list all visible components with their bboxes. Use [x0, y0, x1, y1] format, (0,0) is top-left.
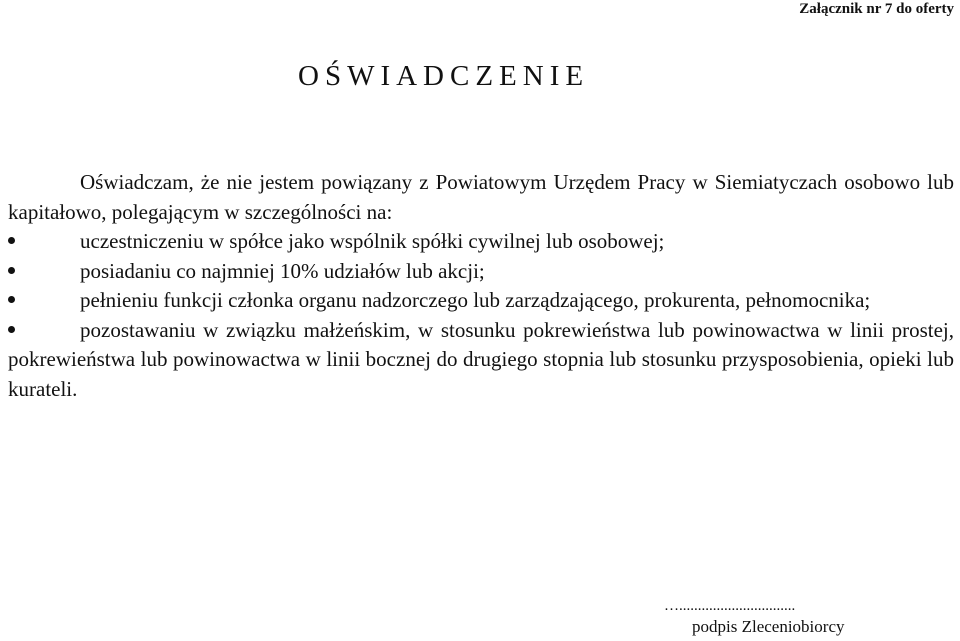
bullet-icon — [8, 316, 80, 346]
annex-label: Załącznik nr 7 do oferty — [799, 1, 954, 17]
bullet-icon — [8, 286, 80, 316]
signature-label: podpis Zleceniobiorcy — [692, 617, 845, 636]
document-title: OŚWIADCZENIE — [298, 60, 590, 92]
list-item-text: pozostawaniu w związku małżeńskim, w stosunku pokrewieństwa lub powinowactwa w linii prostej, pokrewieństwa lub powinowactwa w linii bocznej do drugiego stopnia lub stosunku przysposobienia, opieki lub kurateli. — [8, 317, 954, 401]
list-item-text: posiadaniu co najmniej 10% udziałów lub akcji; — [80, 258, 485, 283]
bullet-icon — [8, 227, 80, 257]
list-item — [8, 316, 954, 405]
list-item-text: uczestniczeniu w spółce jako wspólnik spółki cywilnej lub osobowej; — [80, 229, 665, 253]
list-item — [8, 257, 954, 287]
signature-line: …............................... — [664, 598, 796, 614]
bullet-icon — [8, 257, 80, 287]
list-item — [8, 286, 954, 316]
list-item-text: pełnieniu funkcji członka organu nadzorczego lub zarządzającego, prokurenta, pełnomocnika; — [80, 288, 871, 312]
intro-paragraph: Oświadczam, że nie jestem powiązany z Powiatowym Urzędem Pracy w Siemiatyczach osobowo lub kapitałowo, polegającym w szczególności na: — [8, 170, 954, 224]
list-item — [8, 227, 954, 257]
declaration-body — [8, 168, 954, 404]
